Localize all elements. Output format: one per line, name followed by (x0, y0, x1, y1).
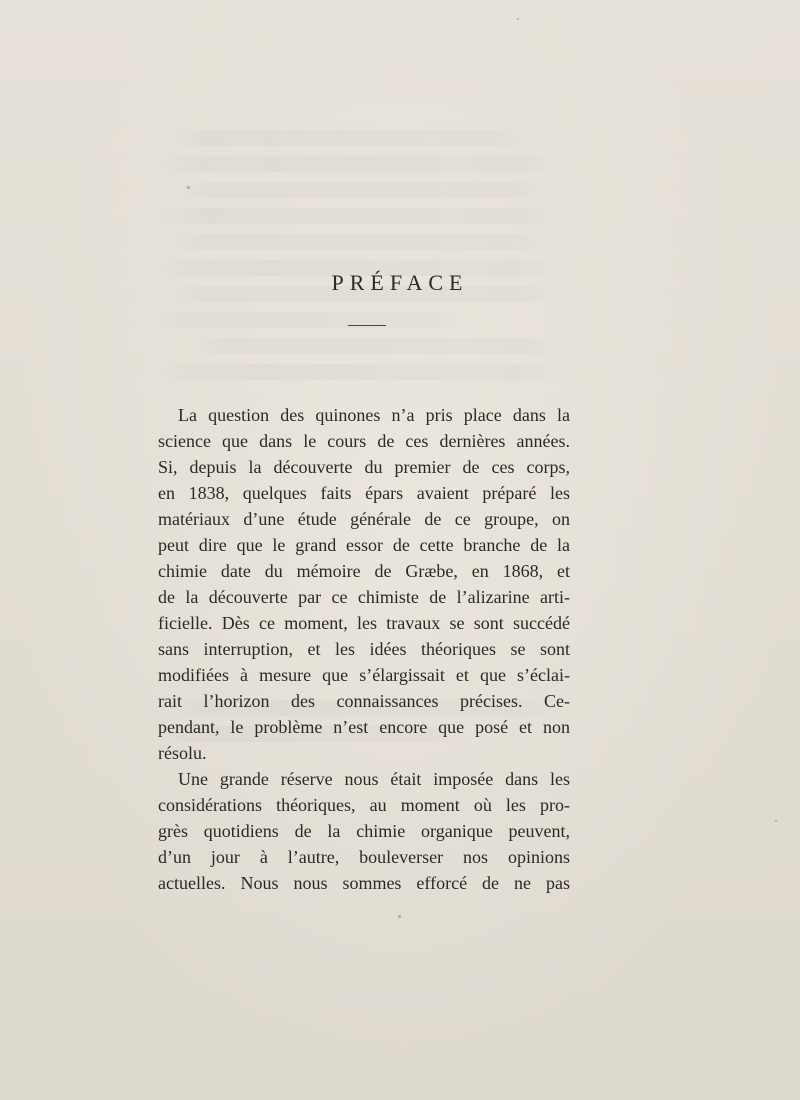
text-line: grès quotidiens de la chimie organique peuvent, (158, 821, 570, 841)
text-line: matériaux d’une étude générale de ce groupe, on (158, 509, 570, 529)
paragraph-1 (158, 402, 570, 766)
text-line: Si, depuis la découverte du premier de ces corps, (158, 457, 570, 477)
text-line: d’un jour à l’autre, bouleverser nos opinions (158, 847, 570, 867)
page-title: PRÉFACE (331, 270, 469, 295)
text-line: pendant, le problème n’est encore que posé et non (158, 717, 570, 737)
text-line: rait l’horizon des connaissances précises. Ce- (158, 691, 570, 711)
paper-speck (775, 820, 777, 822)
text-line: de la découverte par ce chimiste de l’alizarine arti- (158, 587, 570, 607)
paragraph-2 (158, 766, 570, 896)
text-line: modifiées à mesure que s’élargissait et que s’éclai- (158, 665, 570, 685)
paper-speck (517, 18, 519, 20)
text-line: sans interruption, et les idées théoriques se sont (158, 639, 570, 659)
text-line: considérations théoriques, au moment où les pro- (158, 795, 570, 815)
text-line: ficielle. Dès ce moment, les travaux se sont succédé (158, 613, 570, 633)
paper-speck (398, 915, 401, 918)
body-text (158, 402, 570, 896)
text-line: science que dans le cours de ces dernières années. (158, 431, 570, 451)
title-rule (348, 325, 386, 326)
text-line: La question des quinones n’a pris place dans la (178, 405, 570, 425)
text-line: en 1838, quelques faits épars avaient préparé les (158, 483, 570, 503)
text-line: actuelles. Nous nous sommes efforcé de ne pas (158, 873, 570, 893)
text-line: peut dire que le grand essor de cette branche de la (158, 535, 570, 555)
text-line: chimie date du mémoire de Græbe, en 1868, et (158, 561, 570, 581)
text-line: résolu. (158, 743, 207, 763)
text-line: Une grande réserve nous était imposée dans les (178, 769, 570, 789)
paper-speck (187, 186, 190, 189)
